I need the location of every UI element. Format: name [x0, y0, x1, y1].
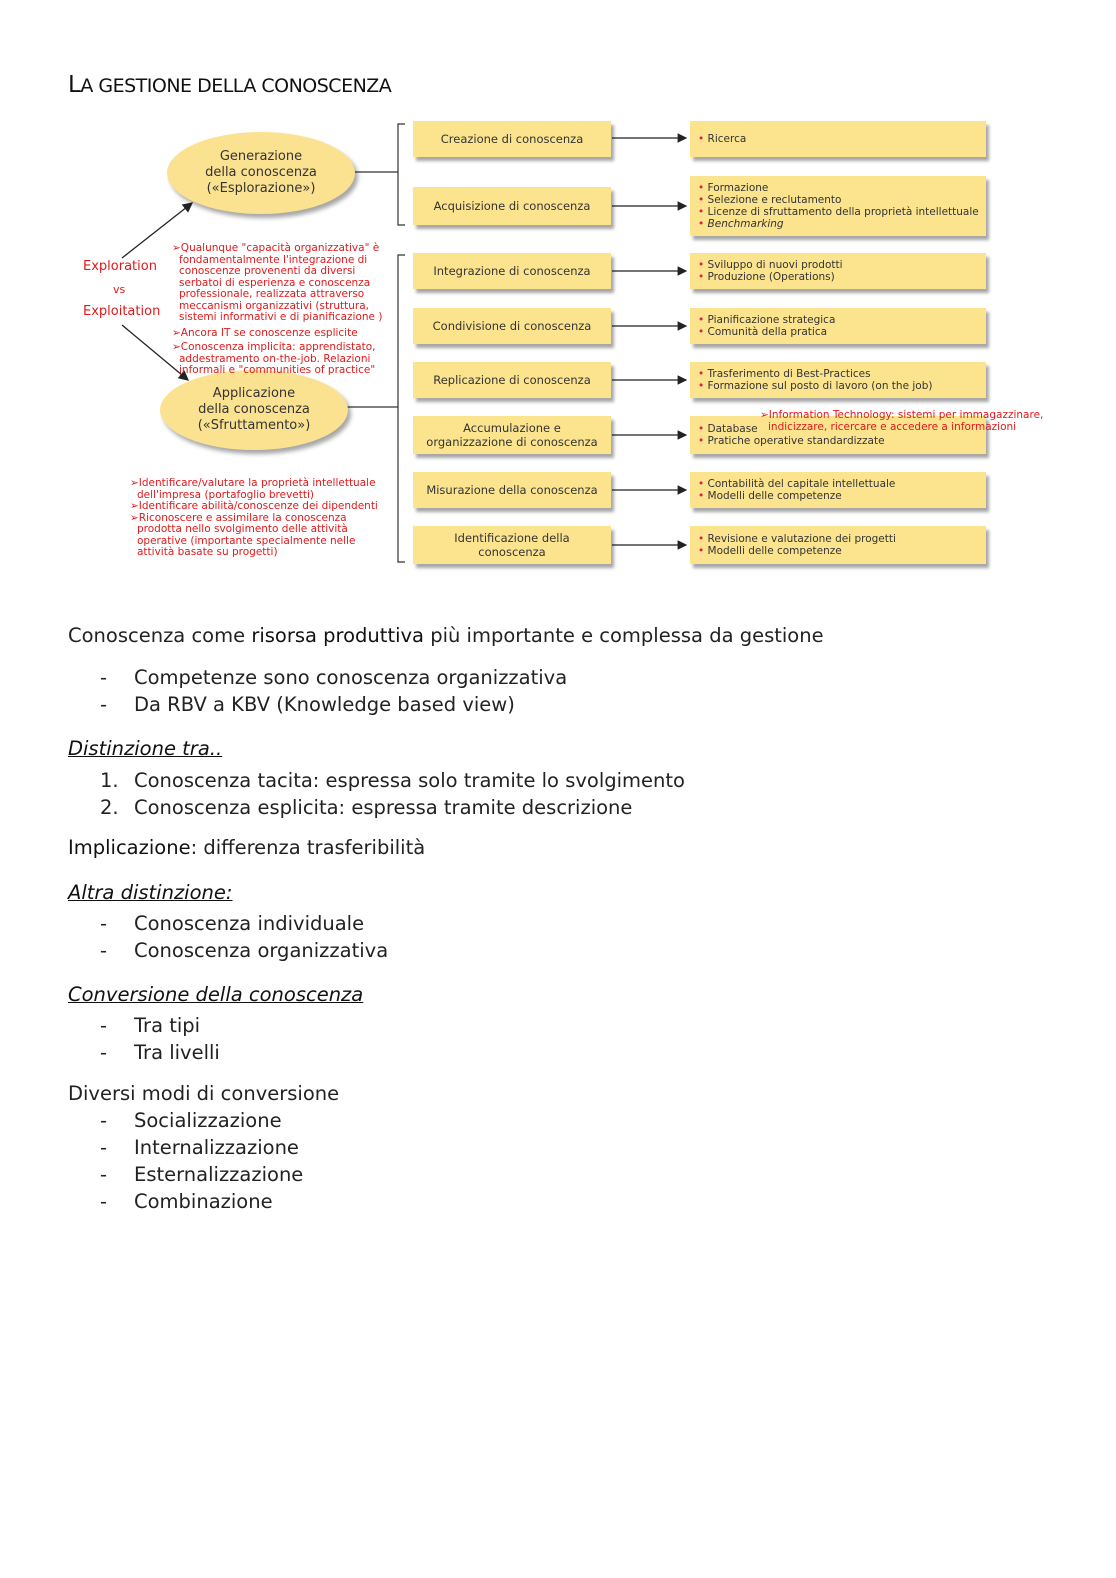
list-item: - Socializzazione [100, 1109, 282, 1132]
list-item: - Combinazione [100, 1190, 273, 1213]
process-misurazione: Misurazione della conoscenza [413, 472, 611, 508]
list-item: 1. Conoscenza tacita: espressa solo tramite lo svolgimento [100, 769, 685, 792]
list-item: - Conoscenza organizzativa [100, 939, 389, 962]
process-replicazione: Replicazione di conoscenza [413, 362, 611, 398]
list-item: - Da RBV a KBV (Knowledge based view) [100, 693, 515, 716]
result-creazione: • Ricerca [690, 121, 986, 157]
note-capacita-organizzativa: ➢Qualunque "capacità organizzativa" è fondamentalmente l'integrazione di conoscenze provenenti da diversi serbatoi di esperienza e conoscenza professionale, realizzata attraverso meccanismi organizzativi (struttura, sistemi informativi e di pianificazione ) [172, 242, 383, 323]
intro-paragraph: Conoscenza come risorsa produttiva più importante e complessa da gestione [68, 624, 824, 647]
result-acquisizione: • Formazione • Selezione e reclutamento • Licenze di sfruttamento della proprietà intellettuale • Benchmarking [690, 176, 986, 236]
list-item: 2. Conoscenza esplicita: espressa tramite descrizione [100, 796, 633, 819]
result-integrazione: • Sviluppo di nuovi prodotti • Produzione (Operations) [690, 253, 986, 289]
list-item: - Tra livelli [100, 1041, 220, 1064]
ellipse-applicazione: Applicazione della conoscenza («Sfruttamento») [160, 370, 348, 450]
heading-conversione: Conversione della conoscenza [68, 983, 364, 1006]
result-accumulazione: • Database • Pratiche operative standardizzate [690, 416, 986, 454]
heading-altra-distinzione: Altra distinzione: [68, 881, 233, 904]
label-exploration: Exploration [83, 259, 157, 274]
page-title: LA GESTIONE DELLA CONOSCENZA [68, 72, 392, 98]
note-identificare: ➢Identificare/valutare la proprietà intellettuale dell'impresa (portafoglio brevetti) ➢Identificare abilità/conoscenze dei dipendenti ➢Riconoscere e assimilare la conoscenza prodotta nello svolgimento delle attività operative (importante specialmente nelle attività basate su progetti) [130, 477, 378, 558]
list-item: - Esternalizzazione [100, 1163, 304, 1186]
ellipse-generazione: Generazione della conoscenza («Esplorazione») [167, 132, 355, 214]
heading-distinzione: Distinzione tra.. [68, 737, 223, 760]
note-conoscenza-implicita: ➢Conoscenza implicita: apprendistato, addestramento on-the-job. Relazioni informali e "communities of practice" [172, 341, 376, 376]
label-exploitation: Exploitation [83, 304, 161, 319]
list-item: - Tra tipi [100, 1014, 201, 1037]
result-misurazione: • Contabilità del capitale intellettuale • Modelli delle competenze [690, 472, 986, 508]
label-vs: vs [113, 283, 126, 296]
process-condivisione: Condivisione di conoscenza [413, 308, 611, 344]
process-creazione: Creazione di conoscenza [413, 121, 611, 157]
result-identificazione: • Revisione e valutazione dei progetti • Modelli delle competenze [690, 526, 986, 564]
implicazione-paragraph: Implicazione: differenza trasferibilità [68, 836, 426, 859]
process-identificazione: Identificazione della conoscenza [413, 526, 611, 564]
process-integrazione: Integrazione di conoscenza [413, 253, 611, 289]
result-condivisione: • Pianificazione strategica • Comunità della pratica [690, 308, 986, 344]
result-replicazione: • Trasferimento di Best-Practices • Formazione sul posto di lavoro (on the job) [690, 362, 986, 398]
list-item: - Competenze sono conoscenza organizzativa [100, 666, 568, 689]
note-it: ➢Ancora IT se conoscenze esplicite [172, 327, 358, 339]
process-acquisizione: Acquisizione di conoscenza [413, 187, 611, 225]
heading-modi-conversione: Diversi modi di conversione [68, 1082, 340, 1105]
process-accumulazione: Accumulazione e organizzazione di conoscenza [413, 416, 611, 454]
note-information-technology: ➢Information Technology: sistemi per immagazzinare, indicizzare, ricercare e accedere a informazioni [760, 409, 1044, 433]
list-item: - Internalizzazione [100, 1136, 299, 1159]
list-item: - Conoscenza individuale [100, 912, 365, 935]
